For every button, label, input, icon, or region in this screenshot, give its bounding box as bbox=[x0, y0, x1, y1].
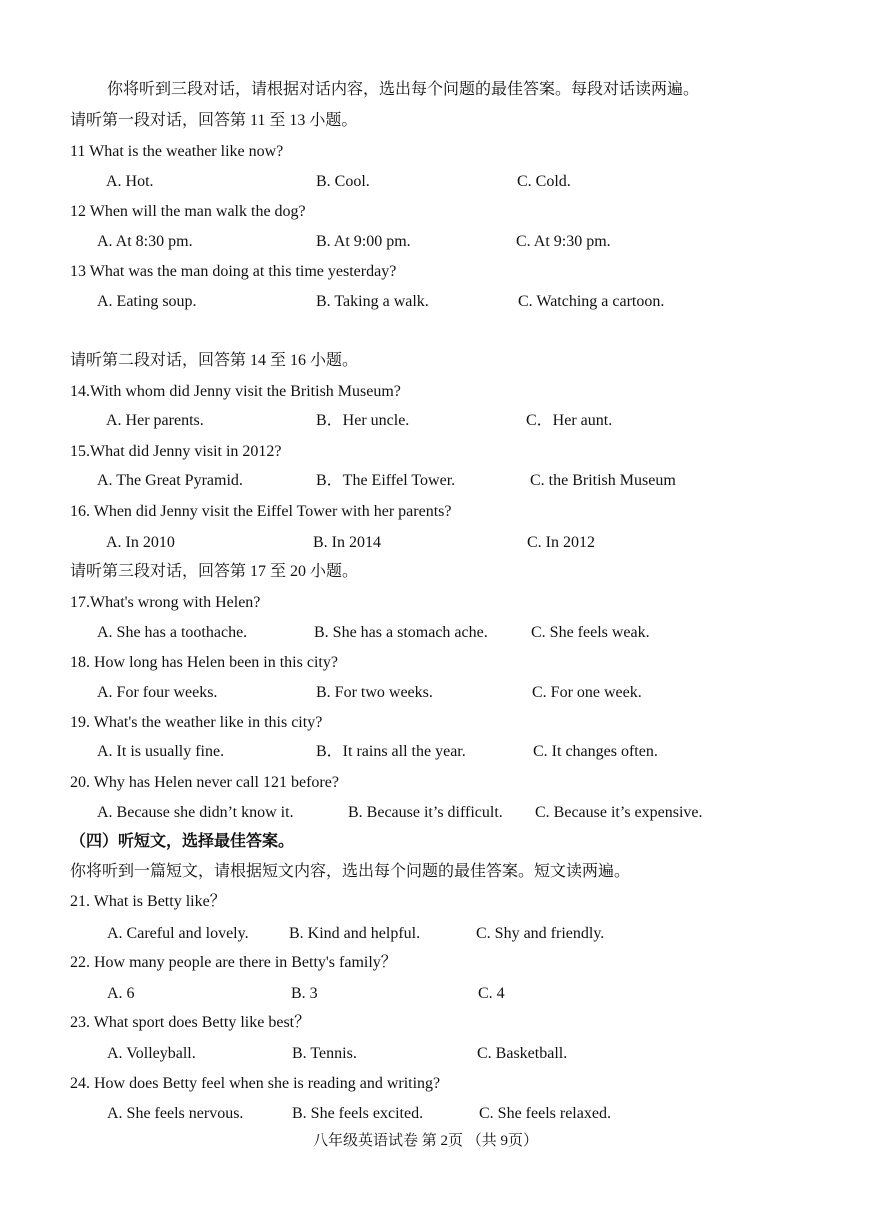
option-24-b: B. She feels excited. bbox=[292, 1105, 424, 1122]
question-11: 11 What is the weather like now? bbox=[70, 143, 284, 160]
option-17-c: C. She feels weak. bbox=[531, 624, 650, 641]
option-15-a: A. The Great Pyramid. bbox=[97, 472, 243, 489]
option-12-c: C. At 9:30 pm. bbox=[516, 233, 611, 250]
option-11-a: A. Hot. bbox=[106, 173, 154, 190]
question-14: 14.With whom did Jenny visit the British Museum? bbox=[70, 383, 401, 400]
option-11-b: B. Cool. bbox=[316, 173, 370, 190]
option-11-c: C. Cold. bbox=[517, 173, 571, 190]
option-15-c: C. the British Museum bbox=[530, 472, 676, 489]
option-13-c: C. Watching a cartoon. bbox=[518, 293, 665, 310]
question-13: 13 What was the man doing at this time yesterday? bbox=[70, 263, 397, 280]
option-18-a: A. For four weeks. bbox=[97, 684, 218, 701]
option-13-b: B. Taking a walk. bbox=[316, 293, 429, 310]
option-22-a: A. 6 bbox=[107, 985, 135, 1002]
option-16-a: A. In 2010 bbox=[106, 534, 175, 551]
option-23-c: C. Basketball. bbox=[477, 1045, 568, 1062]
question-23: 23. What sport does Betty like best？ bbox=[70, 1014, 311, 1031]
question-24: 24. How does Betty feel when she is reading and writing? bbox=[70, 1075, 441, 1092]
question-18: 18. How long has Helen been in this city? bbox=[70, 654, 338, 671]
option-22-b: B. 3 bbox=[291, 985, 318, 1002]
option-14-a: A. Her parents. bbox=[106, 412, 204, 429]
option-12-b: B. At 9:00 pm. bbox=[316, 233, 411, 250]
option-14-b: B．Her uncle. bbox=[316, 412, 410, 429]
question-15: 15.What did Jenny visit in 2012? bbox=[70, 443, 282, 460]
option-19-a: A. It is usually fine. bbox=[97, 743, 225, 760]
option-17-a: A. She has a toothache. bbox=[97, 624, 248, 641]
question-22: 22. How many people are there in Betty's family？ bbox=[70, 954, 397, 971]
option-23-b: B. Tennis. bbox=[292, 1045, 357, 1062]
option-13-a: A. Eating soup. bbox=[97, 293, 197, 310]
dialogue-3-heading: 请听第三段对话，回答第 17 至 20 小题。 bbox=[70, 563, 359, 580]
question-17: 17.What's wrong with Helen? bbox=[70, 594, 261, 611]
option-16-c: C. In 2012 bbox=[527, 534, 595, 551]
question-19: 19. What's the weather like in this city? bbox=[70, 714, 323, 731]
option-21-b: B. Kind and helpful. bbox=[289, 925, 421, 942]
question-16: 16. When did Jenny visit the Eiffel Tower with her parents? bbox=[70, 503, 452, 520]
option-18-b: B. For two weeks. bbox=[316, 684, 433, 701]
option-18-c: C. For one week. bbox=[532, 684, 642, 701]
option-21-a: A. Careful and lovely. bbox=[107, 925, 249, 942]
page-footer: 八年级英语试卷 第 2页 （共 9页） bbox=[313, 1133, 539, 1149]
option-17-b: B. She has a stomach ache. bbox=[314, 624, 488, 641]
option-23-a: A. Volleyball. bbox=[107, 1045, 196, 1062]
option-19-c: C. It changes often. bbox=[533, 743, 658, 760]
question-20: 20. Why has Helen never call 121 before? bbox=[70, 774, 339, 791]
listening-intro: 你将听到三段对话，请根据对话内容，选出每个问题的最佳答案。每段对话读两遍。 bbox=[107, 81, 700, 98]
option-22-c: C. 4 bbox=[478, 985, 505, 1002]
option-20-a: A. Because she didn’t know it. bbox=[97, 804, 294, 821]
option-15-b: B．The Eiffel Tower. bbox=[316, 472, 456, 489]
section-4-title: （四）听短文，选择最佳答案。 bbox=[70, 833, 295, 850]
option-19-b: B．It rains all the year. bbox=[316, 743, 466, 760]
question-12: 12 When will the man walk the dog? bbox=[70, 203, 306, 220]
option-20-c: C. Because it’s expensive. bbox=[535, 804, 703, 821]
option-21-c: C. Shy and friendly. bbox=[476, 925, 605, 942]
option-12-a: A. At 8:30 pm. bbox=[97, 233, 193, 250]
question-21: 21. What is Betty like？ bbox=[70, 893, 226, 910]
option-24-a: A. She feels nervous. bbox=[107, 1105, 244, 1122]
dialogue-2-heading: 请听第二段对话，回答第 14 至 16 小题。 bbox=[70, 352, 359, 369]
dialogue-1-heading: 请听第一段对话，回答第 11 至 13 小题。 bbox=[70, 112, 358, 129]
option-16-b: B. In 2014 bbox=[313, 534, 381, 551]
option-24-c: C. She feels relaxed. bbox=[479, 1105, 611, 1122]
section-4-intro: 你将听到一篇短文，请根据短文内容，选出每个问题的最佳答案。短文读两遍。 bbox=[70, 863, 631, 880]
option-14-c: C．Her aunt. bbox=[526, 412, 613, 429]
option-20-b: B. Because it’s difficult. bbox=[348, 804, 503, 821]
